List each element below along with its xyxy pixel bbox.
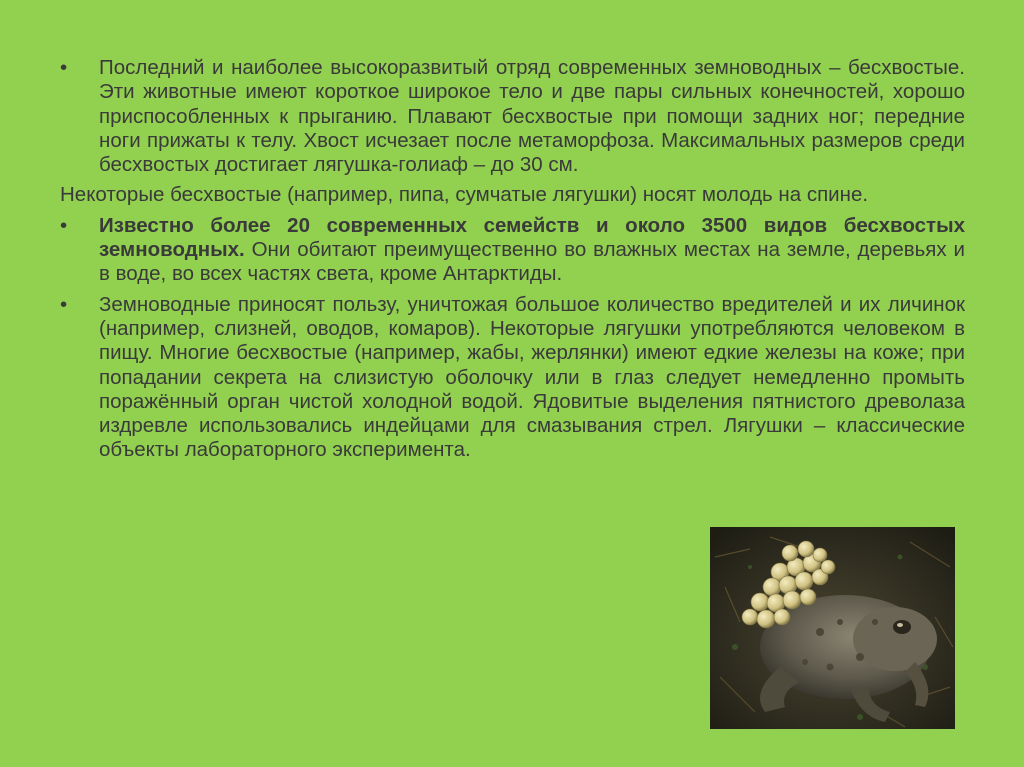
bullet-marker: • <box>60 213 68 237</box>
bullet-marker: • <box>60 56 68 79</box>
paragraph-text: Последний и наиболее высокоразвитый отряд современных земноводных – бесхвостые. Эти животные имеют короткое широкое тело и две пары сильных конечностей, хорошо приспособленных к прыганию. Плавают бесхвостые при помощи задних ног; передние ноги прижаты к телу. Хвост исчезает после метаморфоза. Максимальных размеров среди бесхвостых достигает лягушка-голиаф – до 30 см. <box>99 56 965 177</box>
plain-paragraph-2 <box>60 183 965 207</box>
bullet-paragraph-3 <box>60 214 965 287</box>
toad-photo <box>710 527 955 729</box>
paragraph-bold-text: Известно более 20 современных семейств и около 3500 видов бесхвостых земноводных. <box>99 213 965 262</box>
paragraph-text: Они обитают преимущественно во влажных местах на земле, деревьях и в воде, во всех частях света, кроме Антарктиды. <box>99 238 965 286</box>
paragraph-text: Некоторые бесхвостые (например, пипа, сумчатые лягушки) носят молодь на спине. <box>60 183 869 207</box>
paragraph-text: Земноводные приносят пользу, уничтожая большое количество вредителей и их личинок (например, слизней, оводов, комаров). Некоторые лягушки употребляются человеком в пищу. Многие бесхвостые (например, жабы, жерлянки) имеют едкие железы на коже; при попадании секрета на слизистую оболочку или в глаз следует немедленно промыть поражённый орган чистой холодной водой. Ядовитые выделения пятнистого древолаза издревле использовались индейцами для смазывания стрел. Лягушки – классические объекты лабораторного эксперимента. <box>99 292 965 462</box>
toad-illustration <box>710 527 955 729</box>
bullet-paragraph-1 <box>60 56 965 177</box>
bullet-marker: • <box>60 292 68 316</box>
bullet-paragraph-4 <box>60 293 965 463</box>
slide-text-body <box>60 56 965 463</box>
